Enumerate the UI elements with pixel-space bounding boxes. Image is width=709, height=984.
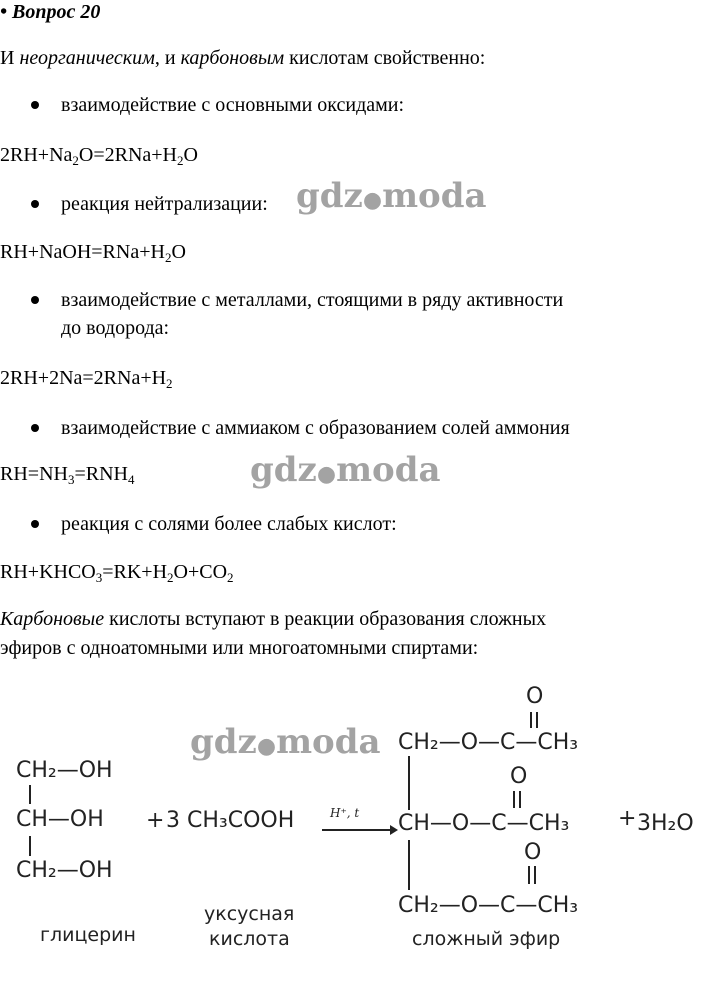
carbonyl-oxygen: O xyxy=(526,684,544,709)
acetic-acid-formula: 3 CH₃COOH xyxy=(166,808,295,833)
label-acetic-acid-2: кислота xyxy=(209,928,290,950)
equation-ammonia: $RH=NH_3=RNH_4$ xyxy=(0,463,135,487)
carbonyl-oxygen: O xyxy=(524,840,542,865)
list-item-neutralization: реакция нейтрализации: xyxy=(61,193,268,215)
intro-part1: И xyxy=(0,47,20,69)
watermark-logo: gdz●moda xyxy=(250,450,441,490)
equation-neutralization: $RH+NaOH=RNa+H_2O$ xyxy=(0,241,186,265)
list-item-ammonia: взаимодействие с аммиаком с образованием солей аммония xyxy=(61,417,570,439)
intro-emphasis-inorganic: неорганическим xyxy=(19,47,155,69)
carbonyl-oxygen: O xyxy=(510,764,528,789)
watermark-logo: gdz●moda xyxy=(296,176,487,216)
glycerol-row-1: CH₂—OH xyxy=(16,758,113,783)
closing-emphasis: Карбоновые xyxy=(0,608,105,630)
ester-row-3: CH₂—O—C—CH₃ xyxy=(398,893,579,918)
glycerol-row-3: CH₂—OH xyxy=(16,858,113,883)
equation-metals: $2RH+2Na=2RNa+H_2$ xyxy=(0,367,173,391)
ester-row-1: CH₂—O—C—CH₃ xyxy=(398,730,579,755)
list-item-weak-acid-salts: реакция с солями более слабых кислот: xyxy=(61,513,397,535)
water-formula: 3H₂O xyxy=(637,811,694,836)
closing-line-2: эфиров с одноатомными или многоатомными спиртами: xyxy=(0,637,479,659)
intro-part2: , и xyxy=(154,47,181,69)
list-item-metals-continued: до водорода: xyxy=(61,317,170,339)
intro-part3: кислотам свойственно: xyxy=(284,47,486,69)
list-item-metals: взаимодействие с металлами, стоящими в ряду активности xyxy=(61,289,564,311)
watermark-logo: gdz●moda xyxy=(190,722,381,762)
plus-sign: + xyxy=(618,806,637,831)
equation-basic-oxide: $2RH+Na_2O=2RNa+H_2O$ xyxy=(0,144,198,168)
glycerol-row-2: CH—OH xyxy=(16,807,104,832)
list-item-basic-oxides: взаимодействие с основными оксидами: xyxy=(61,94,405,116)
title-bullet: • xyxy=(0,1,8,23)
label-glycerol: глицерин xyxy=(40,924,136,946)
label-acetic-acid-1: уксусная xyxy=(204,903,295,925)
reaction-conditions: H⁺, t xyxy=(330,806,360,820)
equation-weak-acid-salts: $RH+KHCO_3=RK+H_2O+CO_2$ xyxy=(0,561,234,585)
intro-emphasis-carboxylic: карбоновым xyxy=(180,47,285,69)
title-text: Вопрос 20 xyxy=(12,1,101,23)
label-ester: сложный эфир xyxy=(412,928,561,950)
ester-row-2: CH—O—C—CH₃ xyxy=(398,811,570,836)
closing-line-1: Карбоновые кислоты вступают в реакции образования сложных xyxy=(0,608,547,630)
plus-sign: + xyxy=(146,808,165,833)
